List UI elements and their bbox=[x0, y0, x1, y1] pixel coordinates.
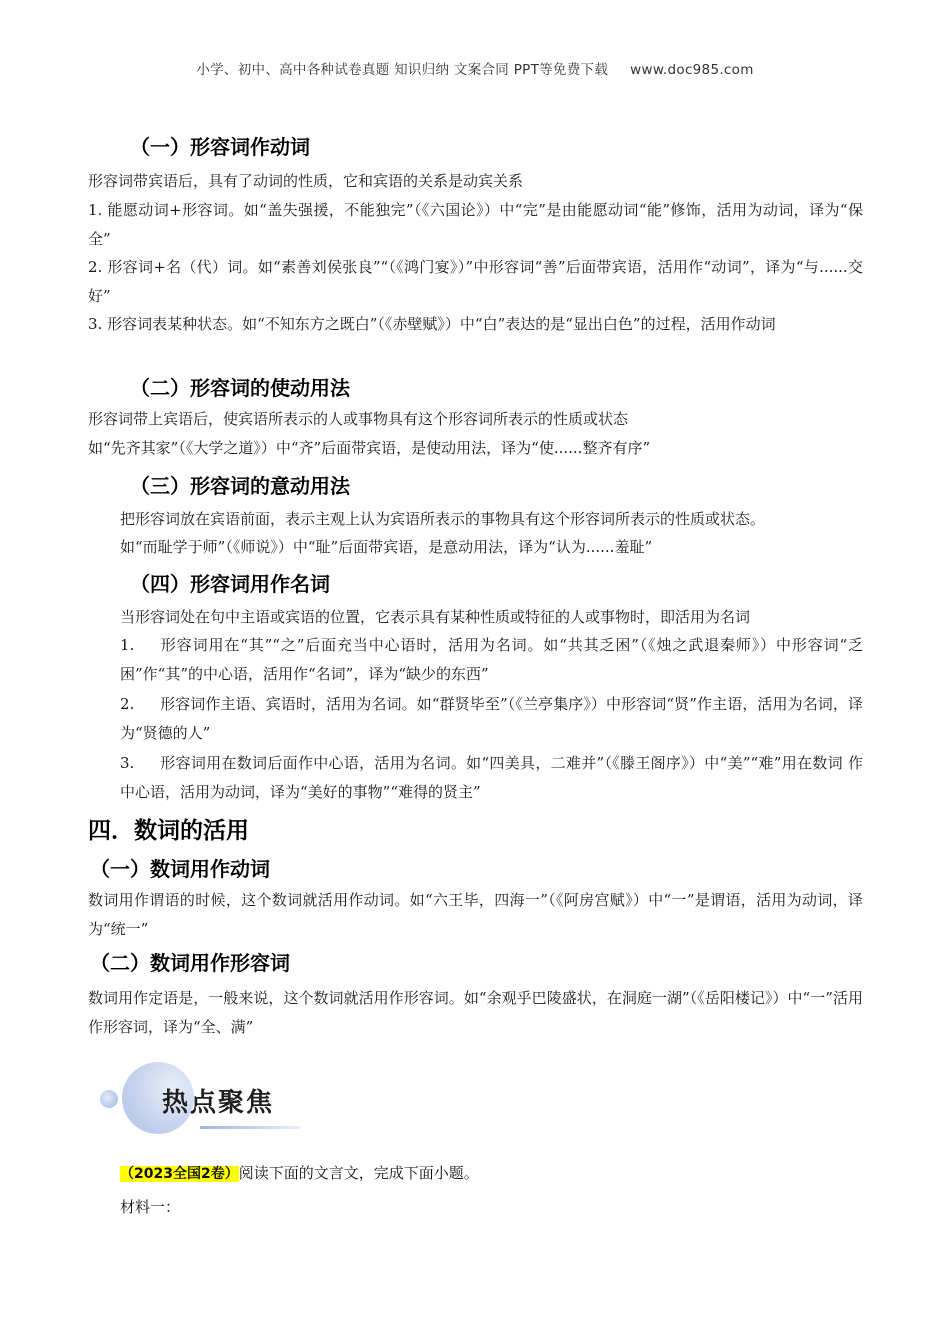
section-title-putative: （三）形容词的意动用法 bbox=[130, 474, 350, 498]
list-item bbox=[120, 749, 863, 806]
section-intro: 当形容词处在句中主语或宾语的位置，它表示具有某种性质或特征的人或事物时，即活用为名词 bbox=[120, 608, 751, 626]
header-site[interactable]: www.doc985.com bbox=[630, 62, 754, 78]
exam-source-tag: （2023全国2卷） bbox=[120, 1166, 239, 1182]
list-item bbox=[120, 631, 863, 688]
paragraph: 数词用作谓语的时候，这个数词就活用作动词。如“六王毕，四海一”（《阿房宫赋》）中“一”是谓语，活用为动词，译为“统一” bbox=[88, 891, 863, 938]
banner-underline bbox=[200, 1126, 300, 1129]
list-text: 形容词用在数词后面作中心语，活用为名词。如“四美具，二难并”（《滕王阁序》）中“美”“难”用在数词 作中心语，活用为动词，译为“美好的事物”“难得的贤主” bbox=[120, 754, 863, 801]
paragraph: 形容词带上宾语后，使宾语所表示的人或事物具有这个形容词所表示的性质或状态 bbox=[88, 410, 629, 428]
banner-dot-icon bbox=[100, 1090, 118, 1108]
paragraph: 把形容词放在宾语前面，表示主观上认为宾语所表示的事物具有这个形容词所表示的性质或状态。 bbox=[120, 510, 766, 528]
page-header bbox=[0, 58, 950, 78]
section-intro: 形容词带宾语后，具有了动词的性质，它和宾语的关系是动宾关系 bbox=[88, 172, 524, 190]
section-title-causative: （二）形容词的使动用法 bbox=[130, 376, 350, 400]
chapter-title-numerals: 四．数词的活用 bbox=[88, 818, 249, 844]
section-title-num-as-verb: （一）数词用作动词 bbox=[90, 857, 270, 881]
section-title-adj-as-verb: （一）形容词作动词 bbox=[130, 135, 310, 159]
hot-topic-title: 热点聚焦 bbox=[162, 1088, 275, 1118]
header-text: 小学、初中、高中各种试卷真题 知识归纳 文案合同 PPT等免费下载 bbox=[196, 62, 609, 78]
paragraph: 数词用作定语是，一般来说，这个数词就活用作形容词。如“余观乎巴陵盛状，在洞庭一湖”（《岳阳楼记》）中“一”活用作形容词，译为“全、满” bbox=[88, 989, 863, 1036]
list-number: 3. bbox=[120, 754, 135, 772]
section-title-num-as-adj: （二）数词用作形容词 bbox=[90, 951, 290, 975]
section-title-adj-as-noun: （四）形容词用作名词 bbox=[130, 572, 330, 596]
exam-question-line bbox=[120, 1162, 479, 1183]
hot-topic-banner bbox=[100, 1060, 310, 1140]
list-item bbox=[120, 690, 863, 747]
list-item: 2. 形容词+名（代）词。如“素善刘侯张良”“（《鸿门宴》）”中形容词“善”后面带宾语，活用作“动词”，译为“与......交好” bbox=[88, 258, 863, 305]
list-text: 形容词作主语、宾语时，活用为名词。如“群贤毕至”（《兰亭集序》）中形容词“贤”作主语，活用为名词，译为“贤德的人” bbox=[120, 695, 863, 742]
list-number: 2. bbox=[120, 695, 135, 713]
material-label: 材料一： bbox=[120, 1198, 181, 1216]
list-text: 形容词用在“其”“之”后面充当中心语时，活用为名词。如“共其乏困”（《烛之武退秦师》）中形容词“乏困”作“其”的中心语，活用作“名词”，译为“缺少的东西” bbox=[120, 636, 863, 683]
paragraph: 如“先齐其家”（《大学之道》）中“齐”后面带宾语，是使动用法，译为“使......整齐有序” bbox=[88, 439, 651, 457]
list-number: 1. bbox=[120, 636, 135, 654]
list-item: 3. 形容词表某种状态。如“不知东方之既白”（《赤壁赋》）中“白”表达的是“显出白色”的过程，活用作动词 bbox=[88, 315, 776, 333]
list-item: 1. 能愿动词+形容词。如“盖失强援，不能独完”（《六国论》）中“完”是由能愿动词“能”修饰，活用为动词，译为“保全” bbox=[88, 201, 863, 248]
paragraph: 如“而耻学于师”（《师说》）中“耻”后面带宾语，是意动用法，译为“认为......羞耻” bbox=[120, 538, 653, 556]
exam-instruction: 阅读下面的文言文，完成下面小题。 bbox=[238, 1164, 479, 1182]
